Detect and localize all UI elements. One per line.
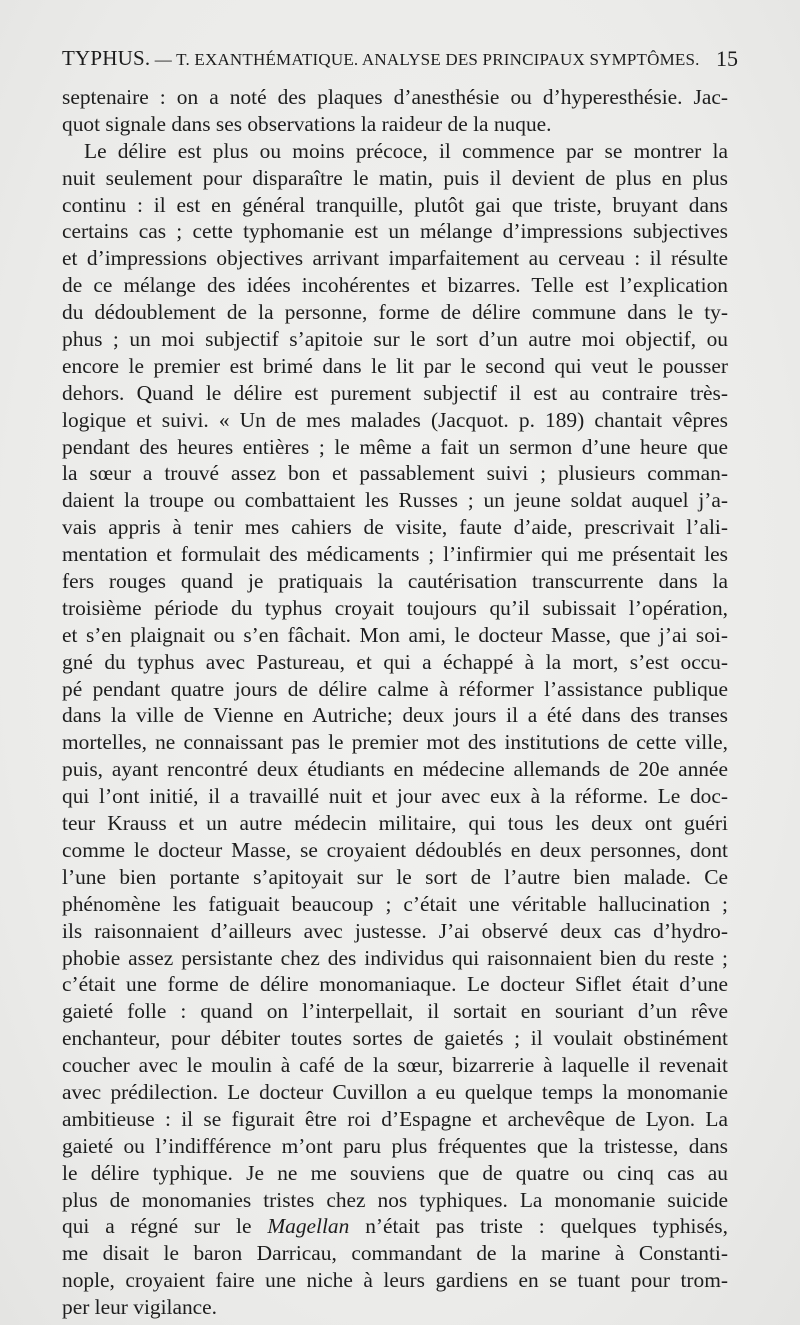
text-line: pendant des heures entières ; le même a fait un sermon d’une heure que (62, 434, 728, 459)
text-line: phénomène les fatiguait beaucoup ; c’était une véritable hallucination ; (62, 891, 728, 916)
text-line: la sœur a trouvé assez bon et passablement suivi ; plusieurs comman- (62, 461, 728, 486)
text-line: enchanteur, pour débiter toutes sortes de gaietés ; il voulait obstinément (62, 1026, 728, 1051)
text-line: ils raisonnaient d’ailleurs avec justesse. J’ai observé deux cas d’hydro- (62, 918, 728, 943)
text-line: de ce mélange des idées incohérentes et bizarres. Telle est l’explication (62, 273, 728, 298)
text-line: gaieté ou l’indifférence m’ont paru plus fréquentes que la tristesse, dans (62, 1133, 728, 1158)
text-line: du dédoublement de la personne, forme de délire commune dans le ty- (62, 300, 728, 325)
body-text (62, 84, 728, 1321)
text-line-mixed (62, 1213, 728, 1240)
text-line: et d’impressions objectives arrivant imparfaitement au cerveau : il résulte (62, 246, 728, 271)
text-line: teur Krauss et un autre médecin militaire, qui tous les deux ont guéri (62, 811, 728, 836)
text-line: fers rouges quand je pratiquais la cautérisation transcurrente dans la (62, 569, 728, 594)
text-line: l’une bien portante s’apitoyait sur le sort de l’autre bien malade. Ce (62, 864, 728, 889)
text-line: septenaire : on a noté des plaques d’anesthésie ou d’hyperesthésie. Jac- (62, 85, 728, 109)
text-line: Le délire est plus ou moins précoce, il commence par se montrer la (84, 138, 728, 163)
text-line: daient la troupe ou combattaient les Russes ; un jeune soldat auquel j’a- (62, 488, 728, 513)
text-line: avec prédilection. Le docteur Cuvillon a eu quelque temps la monomanie (62, 1079, 728, 1104)
text-line: quot signale dans ses observations la raideur de la nuque. (62, 111, 552, 136)
running-title-dash: — (154, 50, 172, 69)
text-line: per leur vigilance. (62, 1295, 218, 1320)
text-line: puis, ayant rencontré deux étudiants en médecine allemands de 20e année (62, 757, 728, 782)
text-line: nople, croyaient faire une niche à leurs gardiens en se tuant pour trom- (62, 1268, 728, 1293)
text-line: troisième période du typhus croyait toujours qu’il subissait l’opération, (62, 595, 728, 620)
text-line: dehors. Quand le délire est purement subjectif il est au contraire très- (62, 380, 728, 405)
text-line: et s’en plaignait ou s’en fâchait. Mon ami, le docteur Masse, que j’ai soi- (62, 622, 728, 647)
text-line: comme le docteur Masse, se croyaient dédoublés en deux personnes, dont (62, 837, 728, 862)
page-header (62, 46, 738, 74)
text-line: encore le premier est brimé dans le lit par le second qui veut le pousser (62, 353, 728, 378)
text-line: vais appris à tenir mes cahiers de visite, faute d’aide, prescrivait l’ali- (62, 515, 728, 540)
text-line: le délire typhique. Je ne me souviens que de quatre ou cinq cas au (62, 1160, 728, 1185)
text-line: dans la ville de Vienne en Autriche; deux jours il a été dans des transes (62, 703, 728, 728)
running-title (62, 46, 700, 71)
text-line: certains cas ; cette typhomanie est un mélange d’impressions subjectives (62, 219, 728, 244)
text-line: c’était une forme de délire monomaniaque. Le docteur Siflet était d’une (62, 972, 728, 997)
running-title-sub: T. EXANTHÉMATIQUE. ANALYSE DES PRINCIPAUX SYMPTÔMES. (176, 50, 700, 69)
text-line: coucher avec le moulin à café de la sœur, bizarrerie à laquelle il revenait (62, 1053, 728, 1078)
text-line: plus de monomanies tristes chez nos typhiques. La monomanie suicide (62, 1187, 728, 1212)
text-line: nuit seulement pour disparaître le matin, puis il devient de plus en plus (62, 165, 728, 190)
text-line: qui l’ont initié, il a travaillé nuit et jour avec eux à la réforme. Le doc- (62, 784, 728, 809)
text-line: pé pendant quatre jours de délire calme à réformer l’assistance publique (62, 676, 728, 701)
text-line: ambitieuse : il se figurait être roi d’Espagne et archevêque de Lyon. La (62, 1106, 728, 1131)
text-line: gaieté folle : quand on l’interpellait, il sortait en souriant d’un rêve (62, 999, 728, 1024)
text-line: phobie assez persistante chez des individus qui raisonnaient bien du reste ; (62, 945, 728, 970)
text-line: logique et suivi. « Un de mes malades (Jacquot. p. 189) chantait vêpres (62, 407, 728, 432)
text-line: continu : il est en général tranquille, plutôt gai que triste, bruyant dans (62, 192, 728, 217)
text-line: gné du typhus avec Pastureau, et qui a échappé à la mort, s’est occu- (62, 649, 728, 674)
text-segment: n’était pas triste : quelques typhisés, (365, 1214, 728, 1239)
text-line: mentation et formulait des médicaments ; l’infirmier qui me présentait les (62, 542, 728, 567)
ship-name-italic: Magellan (267, 1214, 350, 1239)
running-title-main: TYPHUS. (62, 46, 151, 70)
text-line: me disait le baron Darricau, commandant de la marine à Constanti- (62, 1241, 728, 1266)
page-number: 15 (716, 46, 738, 71)
text-line: mortelles, ne connaissant pas le premier mot des institutions de cette ville, (62, 730, 728, 755)
text-line: phus ; un moi subjectif s’apitoie sur le sort d’un autre moi objectif, ou (62, 327, 728, 352)
text-segment: qui a régné sur le (62, 1214, 252, 1239)
